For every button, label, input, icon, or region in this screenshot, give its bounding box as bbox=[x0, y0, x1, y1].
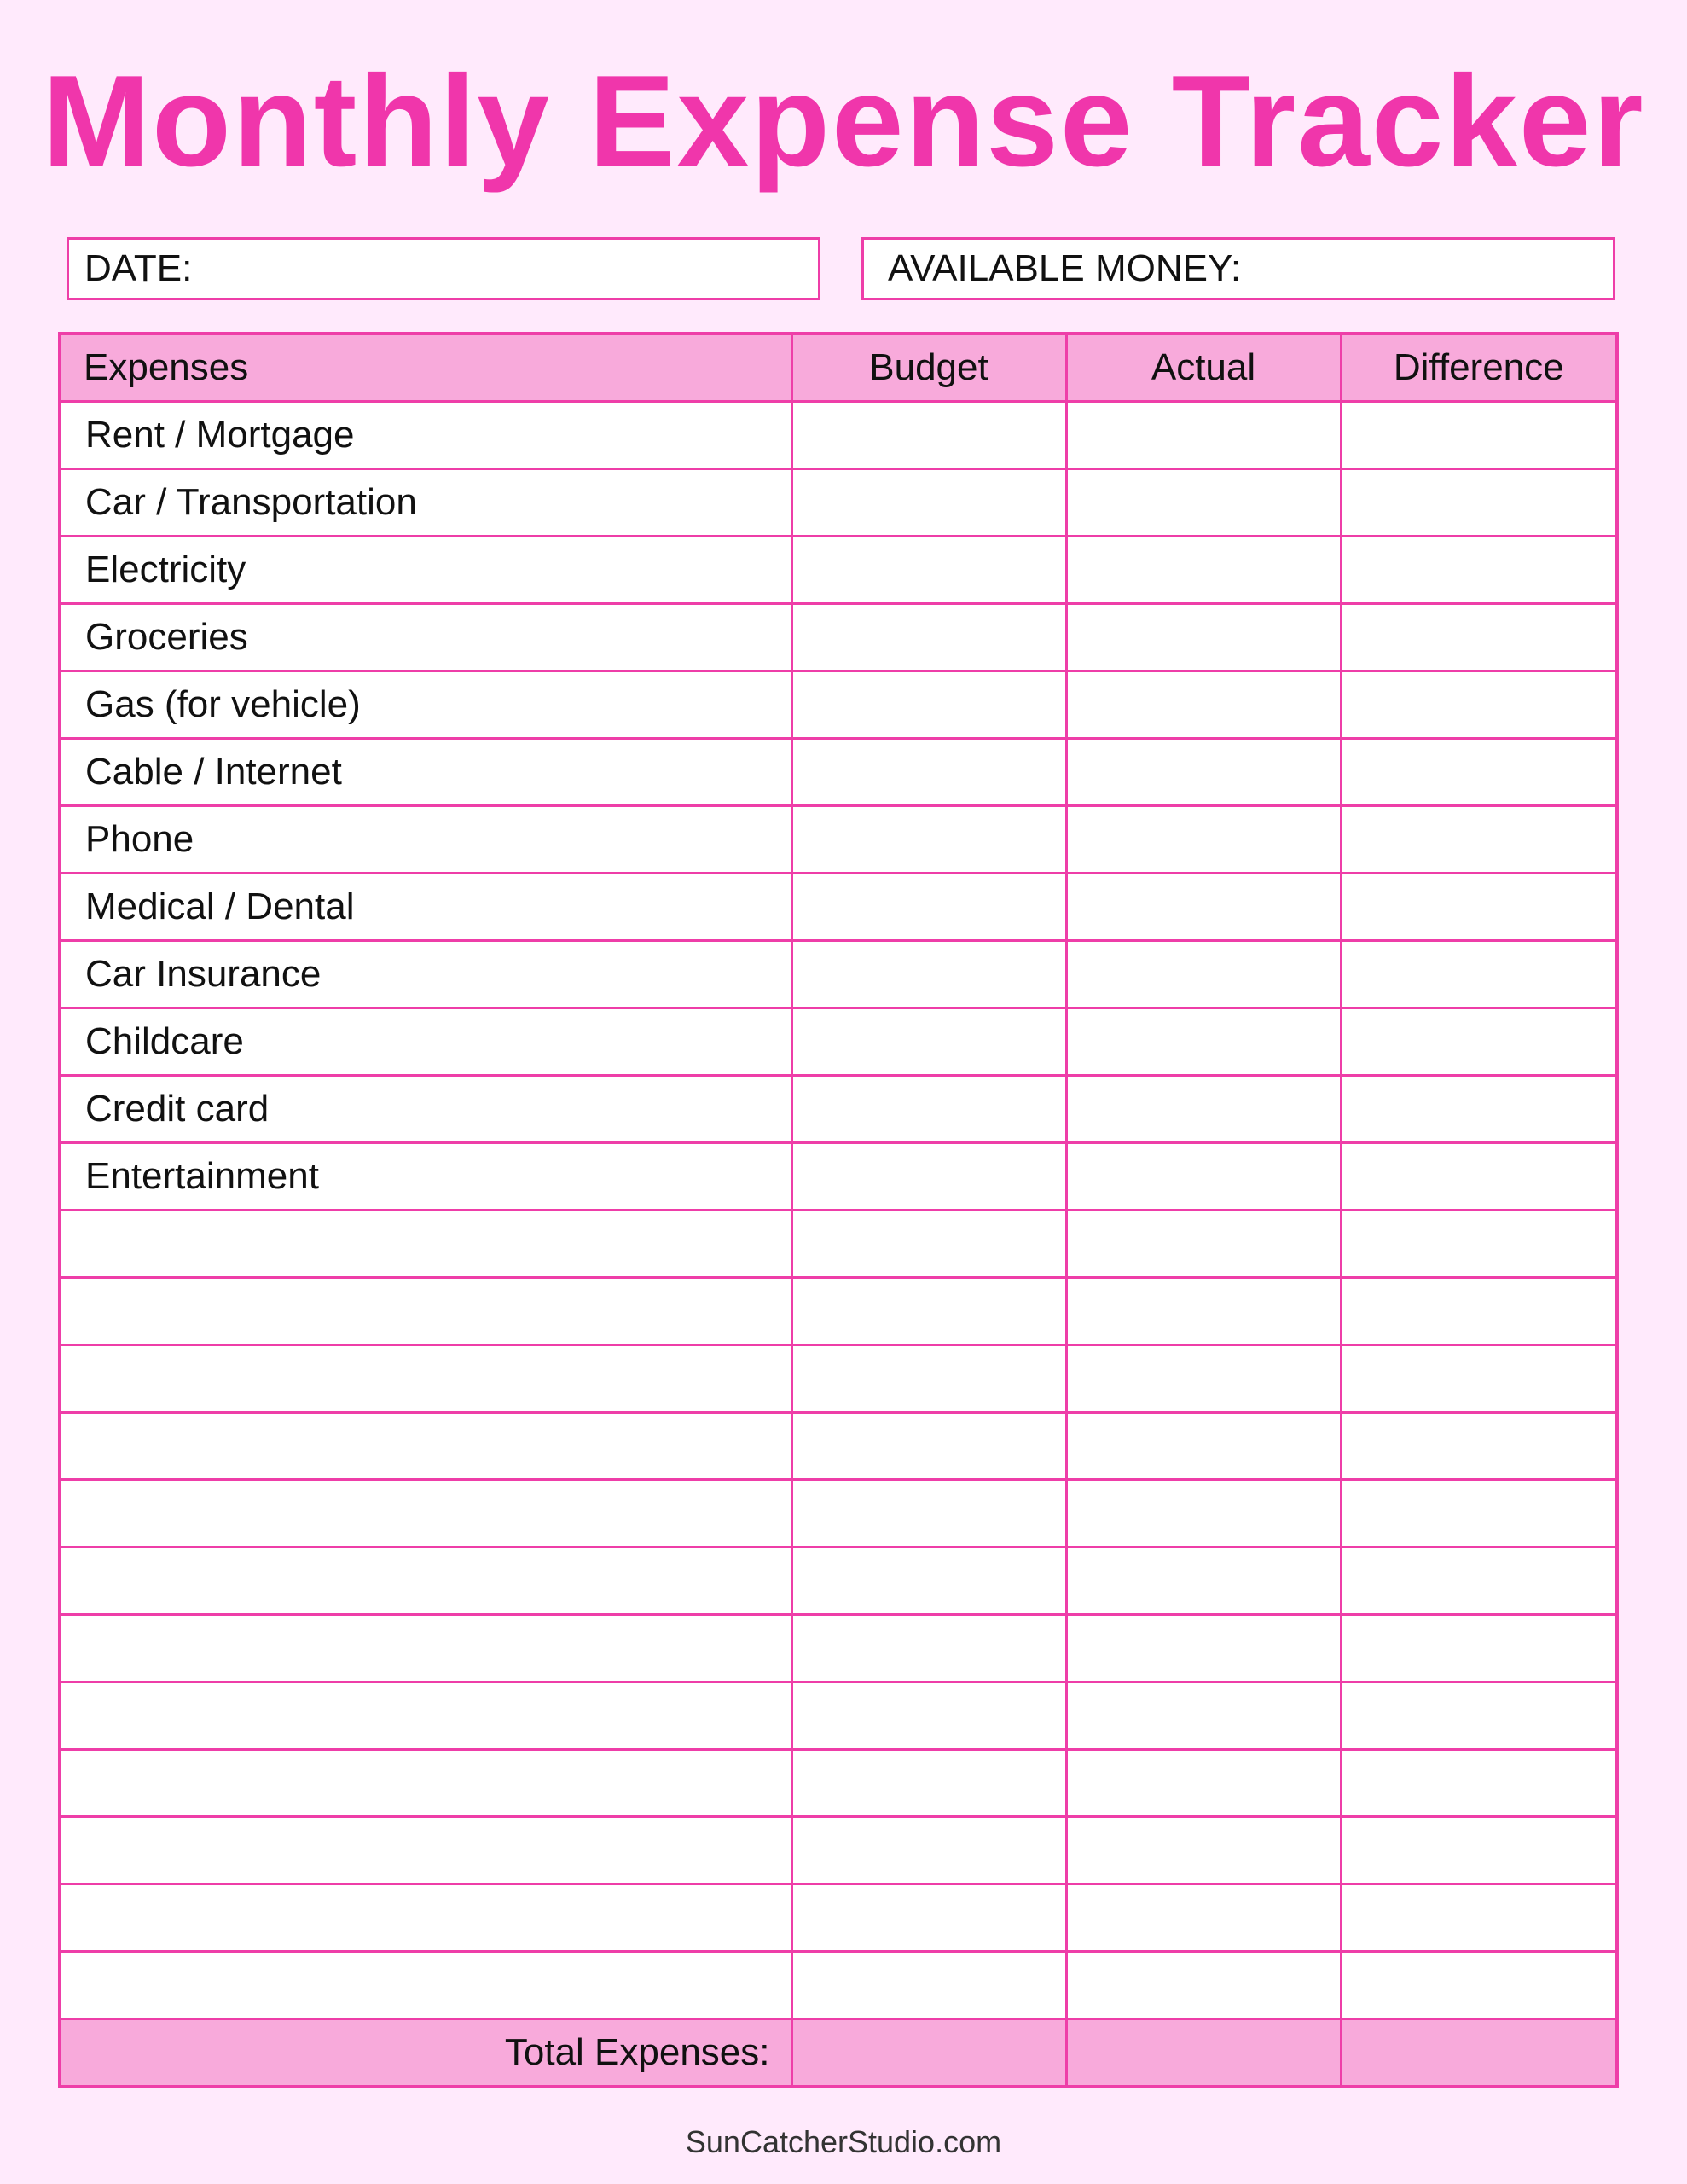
budget-cell[interactable] bbox=[791, 1345, 1066, 1413]
footer-credit: SunCatcherStudio.com bbox=[685, 2124, 1002, 2159]
table-row bbox=[60, 1413, 1617, 1480]
budget-cell[interactable] bbox=[791, 1413, 1066, 1480]
table-row bbox=[60, 1076, 1617, 1143]
table-row bbox=[60, 1211, 1617, 1278]
budget-cell[interactable] bbox=[791, 1480, 1066, 1548]
expense-name-cell[interactable]: Phone bbox=[60, 806, 791, 874]
difference-cell[interactable] bbox=[1341, 1076, 1617, 1143]
budget-cell[interactable] bbox=[791, 604, 1066, 671]
budget-cell[interactable] bbox=[791, 1885, 1066, 1952]
budget-cell[interactable] bbox=[791, 1548, 1066, 1615]
table-body bbox=[60, 402, 1617, 2019]
actual-cell[interactable] bbox=[1066, 1211, 1341, 1278]
page-title: Monthly Expense Tracker bbox=[42, 49, 1645, 194]
table-row bbox=[60, 604, 1617, 671]
actual-cell[interactable] bbox=[1066, 1548, 1341, 1615]
header-expenses: Expenses bbox=[60, 334, 791, 402]
budget-cell[interactable] bbox=[791, 469, 1066, 537]
table-row bbox=[60, 537, 1617, 604]
budget-cell[interactable] bbox=[791, 1817, 1066, 1885]
difference-cell[interactable] bbox=[1341, 1548, 1617, 1615]
difference-cell[interactable] bbox=[1341, 1750, 1617, 1817]
difference-cell[interactable] bbox=[1341, 1008, 1617, 1076]
total-actual-cell[interactable] bbox=[1066, 2019, 1341, 2088]
table-row bbox=[60, 1682, 1617, 1750]
actual-cell[interactable] bbox=[1066, 1008, 1341, 1076]
header-actual: Actual bbox=[1066, 334, 1341, 402]
date-label: DATE: bbox=[84, 247, 193, 289]
actual-cell[interactable] bbox=[1066, 1682, 1341, 1750]
total-row bbox=[60, 2019, 1617, 2088]
expense-name-cell[interactable]: Credit card bbox=[60, 1076, 791, 1143]
table-row bbox=[60, 1008, 1617, 1076]
budget-cell[interactable] bbox=[791, 1143, 1066, 1211]
table-row bbox=[60, 1345, 1617, 1413]
table-row bbox=[60, 806, 1617, 874]
budget-cell[interactable] bbox=[791, 1278, 1066, 1345]
budget-cell[interactable] bbox=[791, 671, 1066, 739]
budget-cell[interactable] bbox=[791, 739, 1066, 806]
actual-cell[interactable] bbox=[1066, 671, 1341, 739]
expense-name-cell[interactable] bbox=[60, 1817, 791, 1885]
difference-cell[interactable] bbox=[1341, 1413, 1617, 1480]
actual-cell[interactable] bbox=[1066, 739, 1341, 806]
budget-cell[interactable] bbox=[791, 1615, 1066, 1682]
difference-cell[interactable] bbox=[1341, 604, 1617, 671]
difference-cell[interactable] bbox=[1341, 1615, 1617, 1682]
table-header-row bbox=[60, 334, 1617, 402]
expense-name-cell[interactable] bbox=[60, 1345, 791, 1413]
table-row bbox=[60, 1952, 1617, 2019]
difference-cell[interactable] bbox=[1341, 1952, 1617, 2019]
actual-cell[interactable] bbox=[1066, 1413, 1341, 1480]
expense-name-cell[interactable] bbox=[60, 1885, 791, 1952]
available-money-field[interactable] bbox=[861, 237, 1615, 300]
expense-name-cell[interactable] bbox=[60, 1548, 791, 1615]
actual-cell[interactable] bbox=[1066, 402, 1341, 469]
budget-cell[interactable] bbox=[791, 1682, 1066, 1750]
available-money-label: AVAILABLE MONEY: bbox=[888, 247, 1242, 289]
difference-cell[interactable] bbox=[1341, 1480, 1617, 1548]
expense-name-cell[interactable]: Medical / Dental bbox=[60, 874, 791, 941]
total-difference-cell[interactable] bbox=[1341, 2019, 1617, 2088]
budget-cell[interactable] bbox=[791, 537, 1066, 604]
header-budget: Budget bbox=[791, 334, 1066, 402]
budget-cell[interactable] bbox=[791, 1750, 1066, 1817]
expense-name-cell[interactable]: Childcare bbox=[60, 1008, 791, 1076]
table-row bbox=[60, 671, 1617, 739]
actual-cell[interactable] bbox=[1066, 1885, 1341, 1952]
expense-name-cell[interactable] bbox=[60, 1952, 791, 2019]
expense-name-cell[interactable] bbox=[60, 1413, 791, 1480]
expense-name-cell[interactable] bbox=[60, 1480, 791, 1548]
difference-cell[interactable] bbox=[1341, 1345, 1617, 1413]
budget-cell[interactable] bbox=[791, 1008, 1066, 1076]
actual-cell[interactable] bbox=[1066, 469, 1341, 537]
expense-name-cell[interactable]: Groceries bbox=[60, 604, 791, 671]
table-row bbox=[60, 1278, 1617, 1345]
table-row bbox=[60, 739, 1617, 806]
actual-cell[interactable] bbox=[1066, 537, 1341, 604]
expense-name-cell[interactable] bbox=[60, 1682, 791, 1750]
difference-cell[interactable] bbox=[1341, 1143, 1617, 1211]
total-budget-cell[interactable] bbox=[791, 2019, 1066, 2088]
difference-cell[interactable] bbox=[1341, 1817, 1617, 1885]
total-expenses-label: Total Expenses: bbox=[60, 2019, 791, 2088]
expense-name-cell[interactable]: Cable / Internet bbox=[60, 739, 791, 806]
table-row bbox=[60, 1143, 1617, 1211]
actual-cell[interactable] bbox=[1066, 874, 1341, 941]
table-row bbox=[60, 874, 1617, 941]
difference-cell[interactable] bbox=[1341, 537, 1617, 604]
budget-cell[interactable] bbox=[791, 402, 1066, 469]
expense-name-cell[interactable]: Car Insurance bbox=[60, 941, 791, 1008]
difference-cell[interactable] bbox=[1341, 1278, 1617, 1345]
difference-cell[interactable] bbox=[1341, 1211, 1617, 1278]
actual-cell[interactable] bbox=[1066, 604, 1341, 671]
expense-name-cell[interactable] bbox=[60, 1278, 791, 1345]
actual-cell[interactable] bbox=[1066, 1143, 1341, 1211]
budget-cell[interactable] bbox=[791, 1211, 1066, 1278]
table-row bbox=[60, 941, 1617, 1008]
difference-cell[interactable] bbox=[1341, 469, 1617, 537]
difference-cell[interactable] bbox=[1341, 739, 1617, 806]
difference-cell[interactable] bbox=[1341, 874, 1617, 941]
actual-cell[interactable] bbox=[1066, 1615, 1341, 1682]
expense-name-cell[interactable]: Car / Transportation bbox=[60, 469, 791, 537]
table-row bbox=[60, 1885, 1617, 1952]
actual-cell[interactable] bbox=[1066, 1952, 1341, 2019]
expense-table bbox=[58, 332, 1619, 2088]
table-row bbox=[60, 469, 1617, 537]
actual-cell[interactable] bbox=[1066, 1076, 1341, 1143]
actual-cell[interactable] bbox=[1066, 1345, 1341, 1413]
difference-cell[interactable] bbox=[1341, 1682, 1617, 1750]
difference-cell[interactable] bbox=[1341, 1885, 1617, 1952]
difference-cell[interactable] bbox=[1341, 402, 1617, 469]
expense-name-cell[interactable]: Gas (for vehicle) bbox=[60, 671, 791, 739]
budget-cell[interactable] bbox=[791, 1076, 1066, 1143]
table-row bbox=[60, 1548, 1617, 1615]
table-row bbox=[60, 1817, 1617, 1885]
actual-cell[interactable] bbox=[1066, 1480, 1341, 1548]
expense-name-cell[interactable]: Electricity bbox=[60, 537, 791, 604]
budget-cell[interactable] bbox=[791, 941, 1066, 1008]
budget-cell[interactable] bbox=[791, 806, 1066, 874]
actual-cell[interactable] bbox=[1066, 1750, 1341, 1817]
expense-name-cell[interactable]: Rent / Mortgage bbox=[60, 402, 791, 469]
table-row bbox=[60, 1480, 1617, 1548]
difference-cell[interactable] bbox=[1341, 941, 1617, 1008]
expense-name-cell[interactable] bbox=[60, 1211, 791, 1278]
expense-name-cell[interactable] bbox=[60, 1615, 791, 1682]
difference-cell[interactable] bbox=[1341, 806, 1617, 874]
difference-cell[interactable] bbox=[1341, 671, 1617, 739]
expense-name-cell[interactable] bbox=[60, 1750, 791, 1817]
actual-cell[interactable] bbox=[1066, 1817, 1341, 1885]
table-row bbox=[60, 402, 1617, 469]
expense-name-cell[interactable]: Entertainment bbox=[60, 1143, 791, 1211]
budget-cell[interactable] bbox=[791, 874, 1066, 941]
actual-cell[interactable] bbox=[1066, 941, 1341, 1008]
table-row bbox=[60, 1615, 1617, 1682]
header-difference: Difference bbox=[1341, 334, 1617, 402]
date-field[interactable] bbox=[67, 237, 820, 300]
budget-cell[interactable] bbox=[791, 1952, 1066, 2019]
table-row bbox=[60, 1750, 1617, 1817]
actual-cell[interactable] bbox=[1066, 806, 1341, 874]
actual-cell[interactable] bbox=[1066, 1278, 1341, 1345]
